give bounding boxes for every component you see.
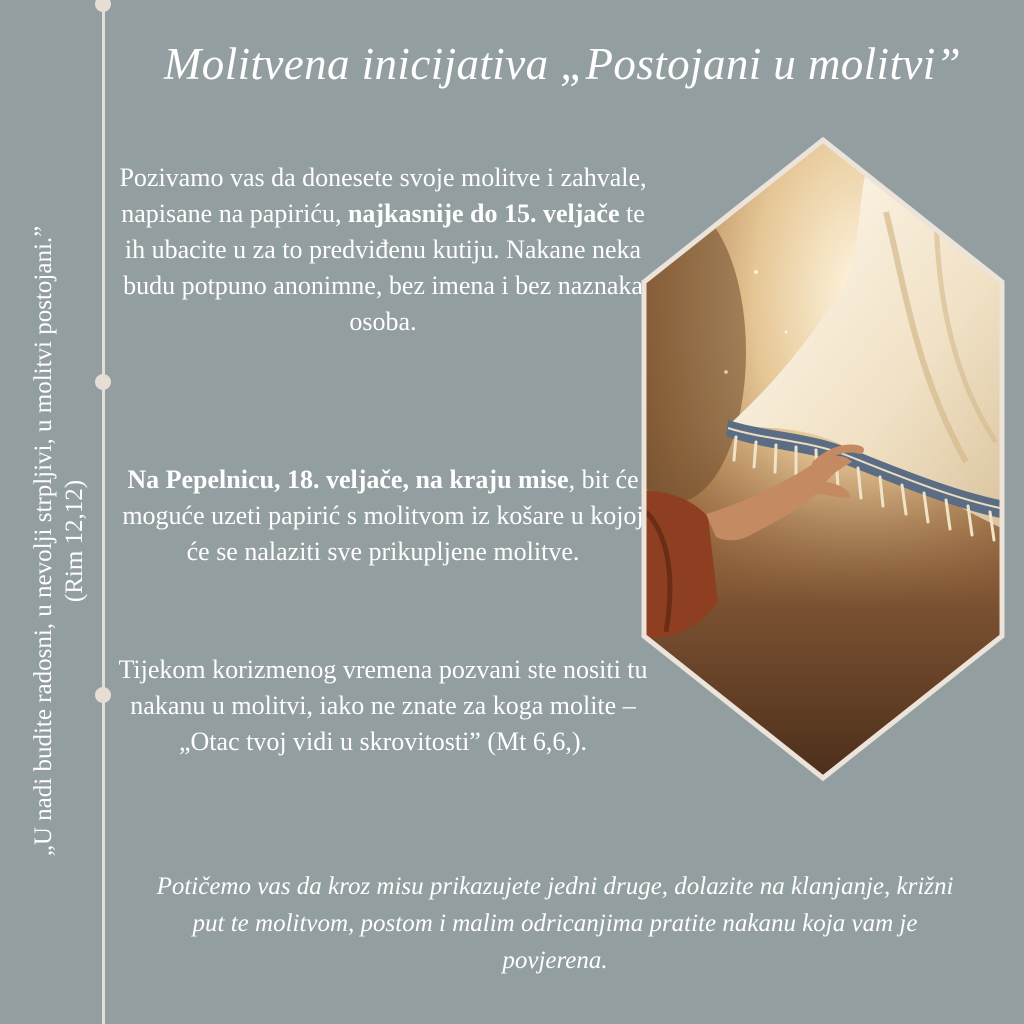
light-sparkle-1	[754, 270, 758, 274]
light-sparkle-2	[785, 331, 788, 334]
side-quote-text: „U nadi budite radosni, u nevolji strpljivi, u molitvi postojani.”	[30, 225, 57, 857]
side-quote-reference: (Rim 12,12)	[61, 479, 88, 603]
paragraph1-text-b: te ih ubacite u za to predviđenu kutiju. Nakane neka budu potpuno anonimne, bez imena i bez naznaka osoba.	[123, 199, 645, 336]
paragraph-ash-wednesday	[118, 462, 648, 570]
closing-exhortation: Potičemo vas da kroz misu prikazujete jedni druge, dolazite na klanjanje, križni put te molitvom, postom i malim odricanjima pratite nakanu koja vam je povjerena.	[156, 873, 954, 974]
paragraph-submit-prayers	[118, 160, 648, 340]
paragraph1-deadline: najkasnije do 15. veljače	[347, 199, 620, 228]
paragraph2-text: , bit će moguće uzeti papirić s molitvom iz košare u kojoj će se nalaziti sve prikupljene molitve.	[122, 465, 644, 566]
side-quote	[28, 152, 108, 930]
page-title: Molitvena inicijativa „Postojani u molitvi”	[163, 39, 962, 89]
paragraph2-date: Na Pepelnicu, 18. veljače, na kraju mise	[127, 465, 569, 494]
paragraph1-text-a: Pozivamo vas da donesete svoje molitve i zahvale, napisane na papiriću,	[119, 163, 647, 228]
hand-touching-cloak-illustration	[636, 132, 1010, 786]
light-sparkle-3	[724, 370, 728, 374]
paragraph-lent: Tijekom korizmenog vremena pozvani ste nositi tu nakanu u molitvi, iako ne znate za koga molite – „Otac tvoj vidi u skrovitosti” (Mt 6,6,).	[118, 655, 648, 756]
decorative-dot-top	[95, 0, 111, 12]
